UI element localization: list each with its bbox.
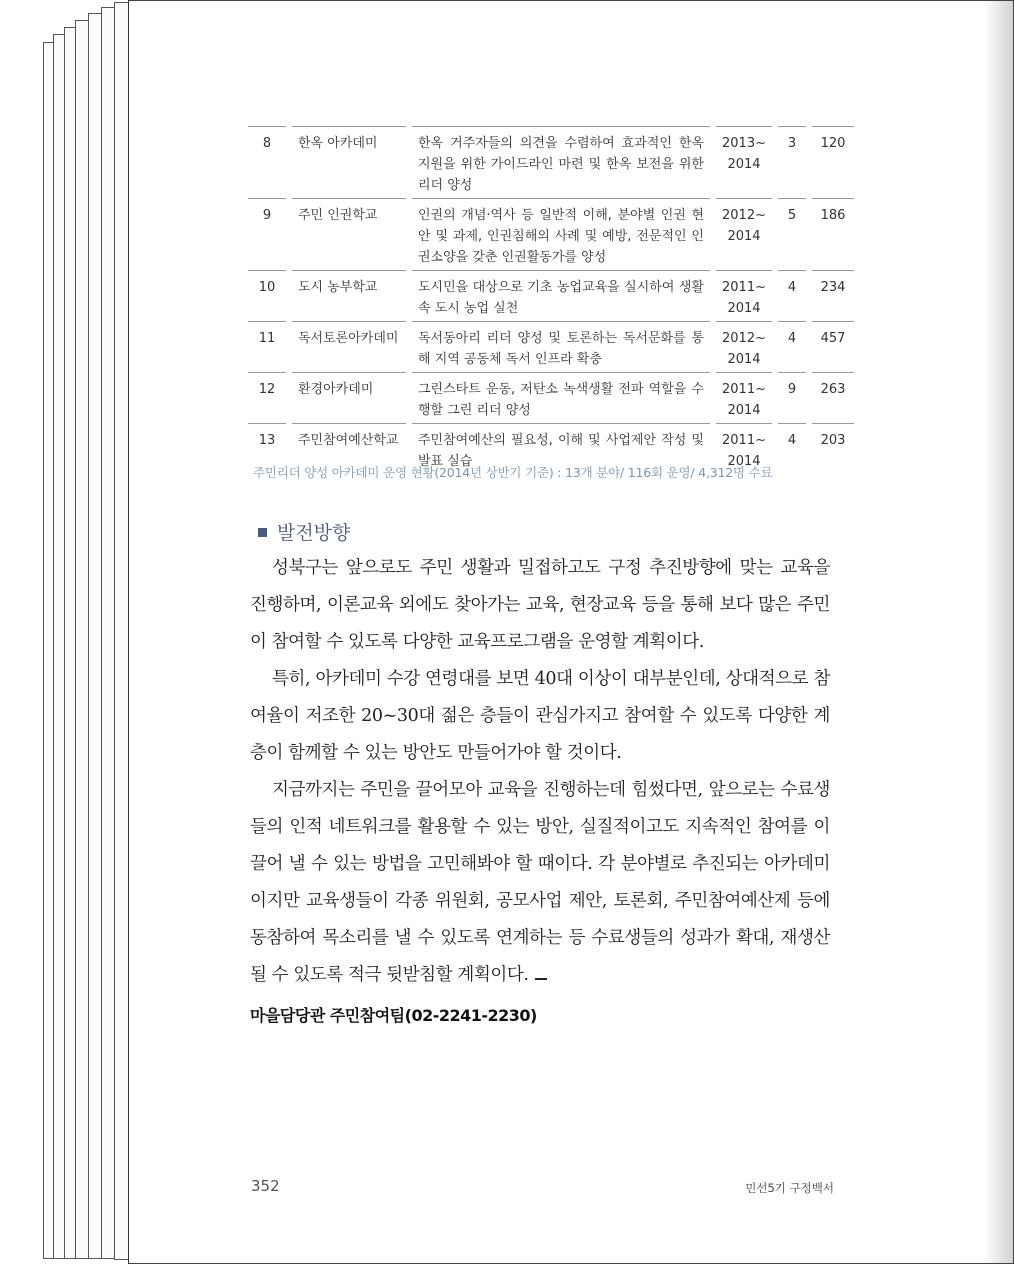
program-name: 한옥 아카데미 [292, 127, 406, 199]
participant-count: 186 [812, 199, 854, 271]
program-description: 주민참여예산의 필요성, 이해 및 사업제안 작성 및 발표 실습 [412, 424, 710, 475]
row-number: 11 [248, 322, 286, 373]
square-bullet-icon [258, 528, 267, 537]
end-mark [535, 978, 547, 980]
table-row [248, 322, 854, 373]
program-description: 한옥 거주자들의 의견을 수렴하여 효과적인 한옥 지원을 위한 가이드라인 마련 및 한옥 보전을 위한 리더 양성 [412, 127, 710, 199]
academy-table [248, 126, 854, 474]
table-row [248, 199, 854, 271]
period-start: 2013~ [722, 136, 766, 151]
period-end: 2014 [727, 229, 761, 244]
program-period [716, 271, 772, 322]
page-number: 352 [251, 1177, 280, 1195]
period-start: 2012~ [722, 208, 766, 223]
table-row [248, 271, 854, 322]
program-name: 주민참여예산학교 [292, 424, 406, 475]
paragraph: 특히, 아카데미 수강 연령대를 보면 40대 이상이 대부분인데, 상대적으로 참여율이 저조한 20~30대 젊은 층들이 관심가지고 참여할 수 있도록 다양한 계층이 함께할 수 있는 방안도 만들어가야 할 것이다. [250, 669, 830, 763]
program-description: 도시민을 대상으로 기초 농업교육을 실시하여 생활 속 도시 농업 실천 [412, 271, 710, 322]
section-title: 발전방향 [277, 522, 351, 544]
body-text [250, 550, 830, 994]
program-name: 주민 인권학교 [292, 199, 406, 271]
program-period [716, 322, 772, 373]
row-number: 8 [248, 127, 286, 199]
program-name: 도시 농부학교 [292, 271, 406, 322]
table-row [248, 127, 854, 199]
participant-count: 120 [812, 127, 854, 199]
row-number: 12 [248, 373, 286, 424]
paragraph [250, 772, 830, 994]
period-end: 2014 [727, 352, 761, 367]
program-period [716, 127, 772, 199]
program-description: 그린스타트 운동, 저탄소 녹색생활 전파 역할을 수행할 그린 리더 양성 [412, 373, 710, 424]
page-shadow [985, 1, 1013, 1263]
section-heading [258, 518, 350, 545]
participant-count: 263 [812, 373, 854, 424]
program-description: 인권의 개념·역사 등 일반적 이해, 분야별 인권 현안 및 과제, 인권침해의 사례 및 예방, 전문적인 인권소양을 갖춘 인권활동가를 양성 [412, 199, 710, 271]
period-end: 2014 [727, 157, 761, 172]
running-title: 민선5기 구정백서 [745, 1181, 834, 1195]
participant-count: 234 [812, 271, 854, 322]
session-count: 5 [778, 199, 806, 271]
period-end: 2014 [727, 403, 761, 418]
program-period [716, 373, 772, 424]
period-start: 2011~ [722, 433, 766, 448]
row-number: 13 [248, 424, 286, 475]
program-name: 환경아카데미 [292, 373, 406, 424]
period-end: 2014 [727, 301, 761, 316]
row-number: 10 [248, 271, 286, 322]
table-caption: 주민리더 양성 아카데미 운영 현황(2014년 상반기 기준) : 13개 분야/ 116회 운영/ 4,312명 수료 [253, 465, 773, 480]
contact-info: 마을담당관 주민참여팀(02-2241-2230) [250, 1006, 537, 1025]
table-row [248, 373, 854, 424]
program-name: 독서토론아카데미 [292, 322, 406, 373]
paragraph-text: 지금까지는 주민을 끌어모아 교육을 진행하는데 힘썼다면, 앞으로는 수료생들의 인적 네트워크를 활용할 수 있는 방안, 실질적이고도 지속적인 참여를 이끌어 낼 수 있는 방법을 고민해봐야 할 때이다. 각 분야별로 추진되는 아카데미이지만 교육생들이 각종 위원회, 공모사업 제안, 토론회, 주민참여예산제 등에 동참하여 목소리를 낼 수 있도록 연계하는 등 수료생들의 성과가 확대, 재생산될 수 있도록 적극 뒷받침할 계획이다. [250, 780, 830, 985]
period-end: 2014 [727, 454, 761, 469]
period-start: 2011~ [722, 280, 766, 295]
program-period [716, 199, 772, 271]
participant-count: 457 [812, 322, 854, 373]
session-count: 3 [778, 127, 806, 199]
session-count: 4 [778, 424, 806, 475]
row-number: 9 [248, 199, 286, 271]
program-description: 독서동아리 리더 양성 및 토론하는 독서문화를 통해 지역 공동체 독서 인프라 확충 [412, 322, 710, 373]
period-start: 2012~ [722, 331, 766, 346]
session-count: 9 [778, 373, 806, 424]
paragraph: 성북구는 앞으로도 주민 생활과 밀접하고도 구정 추진방향에 맞는 교육을 진행하며, 이론교육 외에도 찾아가는 교육, 현장교육 등을 통해 보다 많은 주민이 참여할 수 있도록 다양한 교육프로그램을 운영할 계획이다. [250, 558, 830, 652]
participant-count: 203 [812, 424, 854, 475]
period-start: 2011~ [722, 382, 766, 397]
session-count: 4 [778, 271, 806, 322]
session-count: 4 [778, 322, 806, 373]
